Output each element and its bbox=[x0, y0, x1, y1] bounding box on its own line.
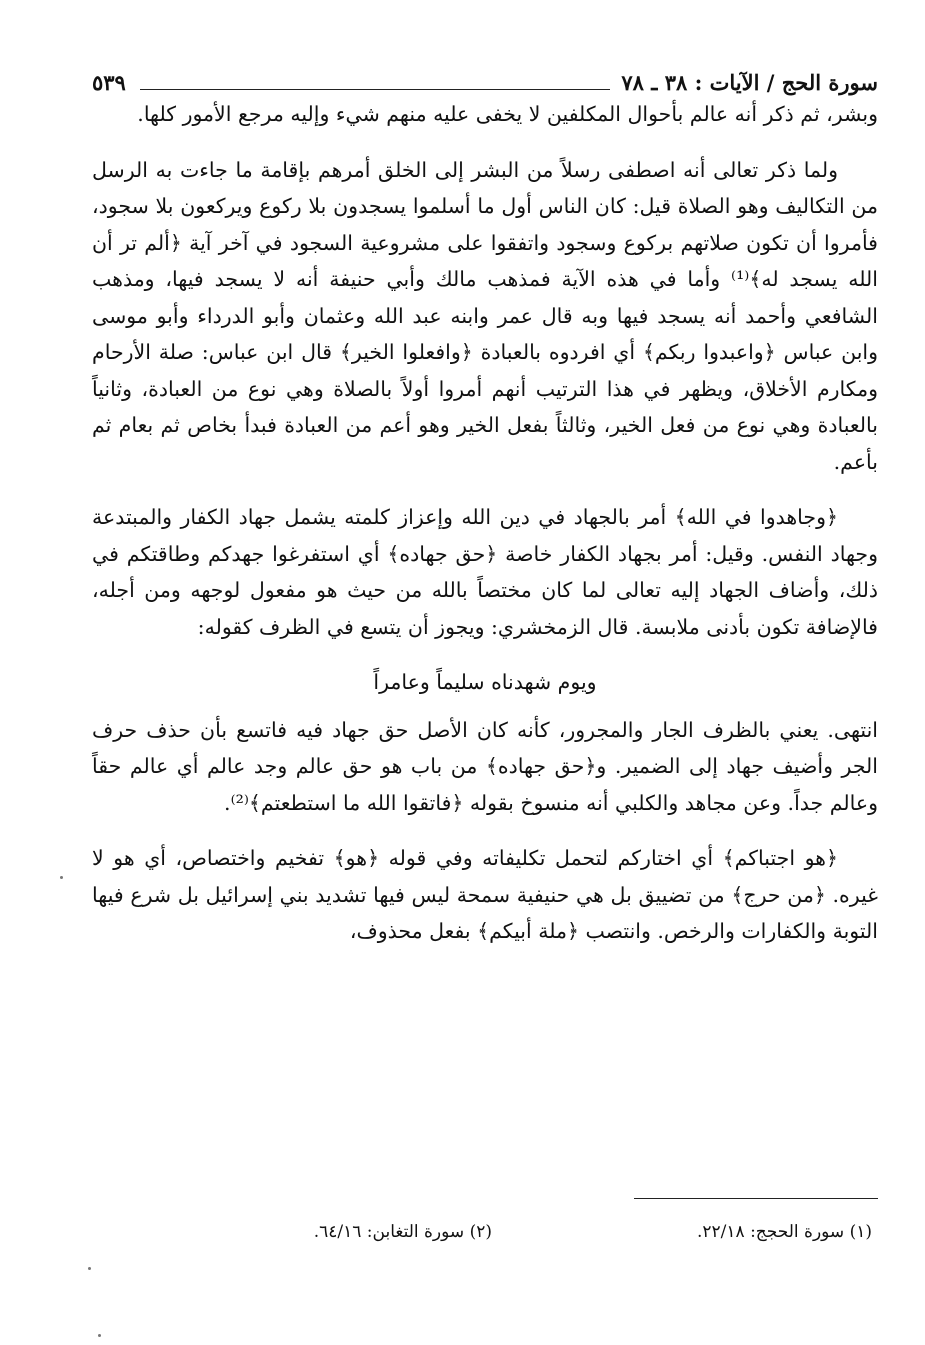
paragraph: ولما ذكر تعالى أنه اصطفى رسلاً من البشر إلى الخلق أمرهم بإقامة ما جاءت به الرسل من التكاليف وهو الصلاة قيل: كان الناس أول ما أسلموا يسجدون بلا ركوع ويركعون بلا سجود، فأمروا أن تكون صلاتهم بركوع وسجود واتفقوا على مشروعية السجود في آخر آية ﴿ألم تر أن الله يسجد له﴾⁽¹⁾ وأما في هذه الآية فمذهب مالك وأبي حنيفة أنه لا يسجد فيها، ومذهب الشافعي وأحمد أنه يسجد فيها وبه قال عمر وابنه عبد الله وعثمان وأبو الدرداء وأبو موسى وابن عباس ﴿واعبدوا ربكم﴾ أي افردوه بالعبادة ﴿وافعلوا الخير﴾ قال ابن عباس: صلة الأرحام ومكارم الأخلاق، ويظهر في هذا الترتيب أنهم أمروا أولاً بالصلاة وهي نوع من العبادة، وثانياً بالعبادة وهي نوع من فعل الخير، وثالثاً بفعل الخير وهو أعم من العبادة فبدأ بخاص ثم بعام ثم بأعم. bbox=[92, 157, 878, 474]
paragraph: ﴿هو اجتباكم﴾ أي اختاركم لتحمل تكليفاته وفي قوله ﴿هو﴾ تفخيم واختصاص، أي هو لا غيره. ﴿من حرج﴾ من تضييق بل هي حنيفية سمحة ليس فيها تشديد بني إسرائيل بل شرع فيها التوبة والكفارات والرخص. وانتصب ﴿ملة أبيكم﴾ بفعل محذوف، bbox=[92, 846, 878, 943]
footnote-rule bbox=[634, 1198, 878, 1199]
scan-speck bbox=[98, 1334, 101, 1337]
body-text bbox=[92, 96, 878, 950]
footnote-1: (١) سورة الحجج: ٢٢/١٨. bbox=[697, 1222, 872, 1242]
running-header bbox=[92, 62, 878, 96]
footnote-2: (٢) سورة التغابن: ٦٤/١٦. bbox=[313, 1222, 492, 1242]
poetry-verse: ويوم شهدناه سليماً وعامراً bbox=[373, 670, 597, 694]
header-rule bbox=[140, 89, 610, 90]
chapter-title: سورة الحج / الآيات : ٣٨ ـ ٧٨ bbox=[621, 70, 878, 95]
paragraph: ﴿وجاهدوا في الله﴾ أمر بالجهاد في دين الله وإعزاز كلمته يشمل جهاد الكفار والمبتدعة وجهاد النفس. وقيل: أمر بجهاد الكفار خاصة ﴿حق جهاده﴾ أي استفرغوا جهدكم وطاقتكم في ذلك، وأضاف الجهاد إليه تعالى لما كان مختصاً بالله من حيث هو مفعول لوجهه ومن أجله، فالإضافة تكون بأدنى ملابسة. قال الزمخشري: ويجوز أن يتسع في الظرف كقوله: bbox=[92, 505, 878, 639]
book-page bbox=[92, 62, 878, 1302]
scan-speck bbox=[60, 876, 63, 879]
scan-speck bbox=[88, 1267, 91, 1270]
paragraph: وبشر، ثم ذكر أنه عالم بأحوال المكلفين لا يخفى عليه منهم شيء وإليه مرجع الأمور كلها. bbox=[137, 102, 878, 126]
paragraph: انتهى. يعني بالظرف الجار والمجرور، كأنه كان الأصل حق جهاد فيه فاتسع بأن حذف حرف الجر وأضيف جهاد إلى الضمير. و﴿حق جهاده﴾ من باب هو حق عالم وجد عالم أي عالم حقاً وعالم جداً. وعن مجاهد والكلبي أنه منسوخ بقوله ﴿فاتقوا الله ما استطعتم﴾⁽²⁾. bbox=[92, 717, 878, 815]
page-number: ٥٣٩ bbox=[92, 70, 126, 95]
